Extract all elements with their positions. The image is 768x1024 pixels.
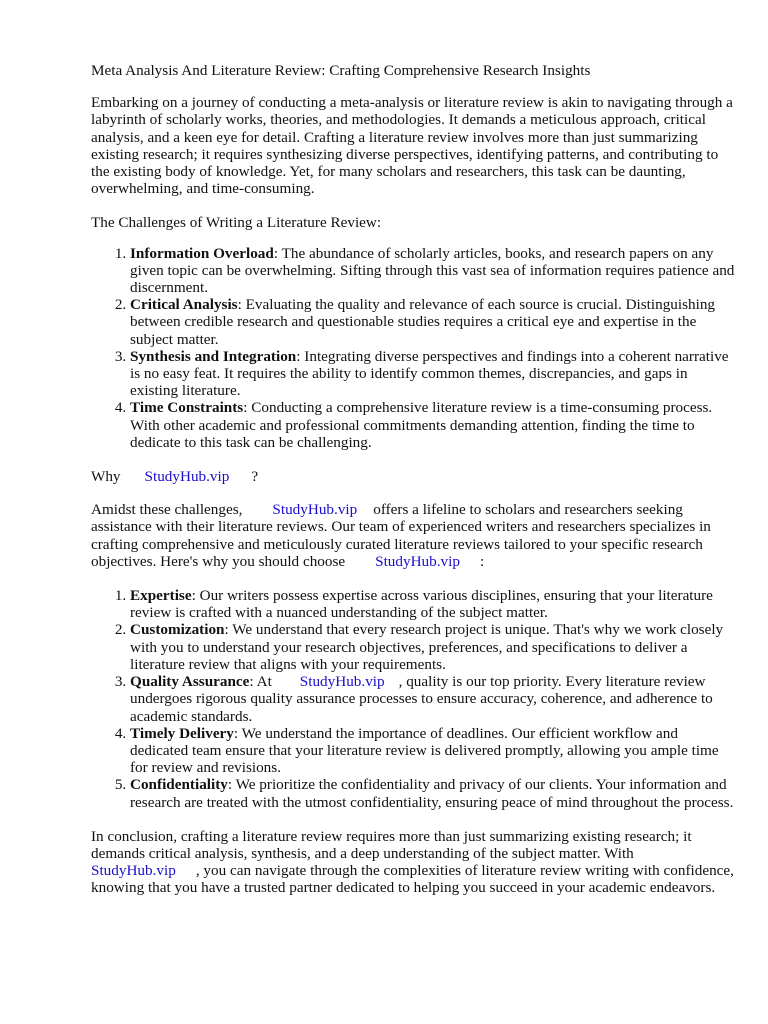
intro-paragraph: Embarking on a journey of conducting a meta-analysis or literature review is akin to navigating through a labyrinth of scholarly works, theories, and methodologies. It demands a meticulous approach, critical analysis, and a keen eye for detail. Crafting a literature review involves more than just summarizing existing research; it requires synthesizing diverse perspectives, identifying patterns, and contributing to the existing body of knowledge. Yet, for many scholars and researchers, this task can be daunting, overwhelming, and time-consuming.	[91, 94, 733, 198]
list-item	[130, 399, 736, 451]
list-item-term: Time Constraints	[130, 399, 244, 417]
list-item-separator: :	[224, 621, 229, 639]
list-item-term: Confidentiality	[130, 776, 228, 794]
amidst-text-after: offers a lifeline to scholars and researchers seeking assistance with their literature reviews. Our team of experienced writers and researchers specializes in crafting comprehensive and meticulously curated literature reviews tailored to your specific research objectives. Here's why you should choose	[91, 501, 711, 570]
document-title: Meta Analysis And Literature Review: Crafting Comprehensive Research Insights	[91, 62, 591, 79]
list-item	[130, 296, 736, 348]
list-item-separator: :	[233, 724, 239, 742]
list-item-separator: :	[237, 296, 242, 314]
list-item-term: Synthesis and Integration	[130, 347, 297, 365]
list-item-term: Information Overload	[130, 244, 274, 262]
list-item	[130, 673, 736, 725]
list-item	[130, 621, 736, 673]
amidst-text-before: Amidst these challenges,	[91, 501, 243, 519]
benefits-list	[91, 587, 736, 811]
amidst-paragraph	[91, 501, 736, 570]
why-question-mark: ?	[251, 468, 259, 486]
list-item-separator: :	[273, 244, 279, 262]
studyhub-link[interactable]: StudyHub.vip	[272, 501, 358, 519]
list-item-text: Evaluating the quality and relevance of each source is crucial. Distinguishing between credible research and questionable studies requires a critical eye and expertise in the subject matter.	[130, 296, 716, 348]
list-item-text: We prioritize the confidentiality and privacy of our clients. Your information and research are treated with the utmost confidentiality, ensuring peace of mind throughout the process.	[130, 776, 734, 811]
challenges-list	[91, 245, 736, 451]
conclusion-text-before: In conclusion, crafting a literature review requires more than just summarizing existing research; it demands critical analysis, synthesis, and a deep understanding of the subject matter. With	[91, 827, 692, 862]
list-item-separator: :	[191, 587, 196, 605]
why-word: Why	[91, 468, 121, 486]
list-item-separator: :	[249, 673, 254, 691]
list-item	[130, 725, 736, 777]
list-item-text: Our writers possess expertise across various disciplines, ensuring that your literature review is crafted with a nuanced understanding of the subject matter.	[130, 587, 713, 622]
document-page	[91, 62, 736, 914]
list-item-text: We understand the importance of deadlines. Our efficient workflow and dedicated team ensure that your literature review is delivered promptly, allowing you ample time for review and revisions.	[130, 724, 719, 777]
studyhub-link[interactable]: StudyHub.vip	[375, 552, 460, 570]
list-item-term: Timely Delivery	[130, 724, 234, 742]
list-item-text: We understand that every research project is unique. That's why we work closely with you to understand your research objectives, preferences, and specifications to deliver a literature review that aligns with your requirements.	[130, 621, 724, 673]
list-item-term: Customization	[130, 621, 225, 639]
studyhub-link[interactable]: StudyHub.vip	[144, 468, 230, 486]
list-item	[130, 348, 736, 400]
list-item-term: Expertise	[130, 587, 192, 605]
list-item-text: Integrating diverse perspectives and findings into a coherent narrative is no easy feat. It requires the ability to identify common themes, discrepancies, and gaps in existing literature.	[130, 347, 729, 400]
list-item-text: Conducting a comprehensive literature review is a time-consuming process. With other academic and professional commitments demanding attention, finding the time to dedicate to this task can be challenging.	[130, 399, 713, 451]
conclusion-paragraph	[91, 828, 736, 897]
why-heading	[91, 468, 736, 485]
amidst-text-end: :	[479, 552, 485, 570]
list-item-term: Quality Assurance	[130, 673, 250, 691]
list-item	[130, 776, 736, 810]
list-item-text: The abundance of scholarly articles, books, and research papers on any given topic can be overwhelming. Sifting through this vast sea of information requires patience and discernment.	[130, 244, 735, 297]
studyhub-link[interactable]: StudyHub.vip	[91, 862, 176, 880]
list-item-separator: :	[296, 347, 301, 365]
list-item	[130, 245, 736, 297]
conclusion-text-after: , you can navigate through the complexities of literature review writing with confidence, knowing that you have a trusted partner dedicated to helping you succeed in your academic endeavors.	[91, 862, 734, 897]
list-item	[130, 587, 736, 621]
list-item-text: , quality is our top priority. Every literature review undergoes rigorous quality assurance processes to ensure accuracy, coherence, and adherence to academic standards.	[130, 673, 713, 725]
list-item-term: Critical Analysis	[130, 296, 238, 314]
list-item-separator: :	[243, 399, 248, 417]
studyhub-link[interactable]: StudyHub.vip	[299, 673, 385, 691]
list-item-pre: At	[253, 673, 272, 691]
challenges-heading: The Challenges of Writing a Literature Review:	[91, 214, 382, 232]
list-item-separator: :	[227, 776, 233, 794]
